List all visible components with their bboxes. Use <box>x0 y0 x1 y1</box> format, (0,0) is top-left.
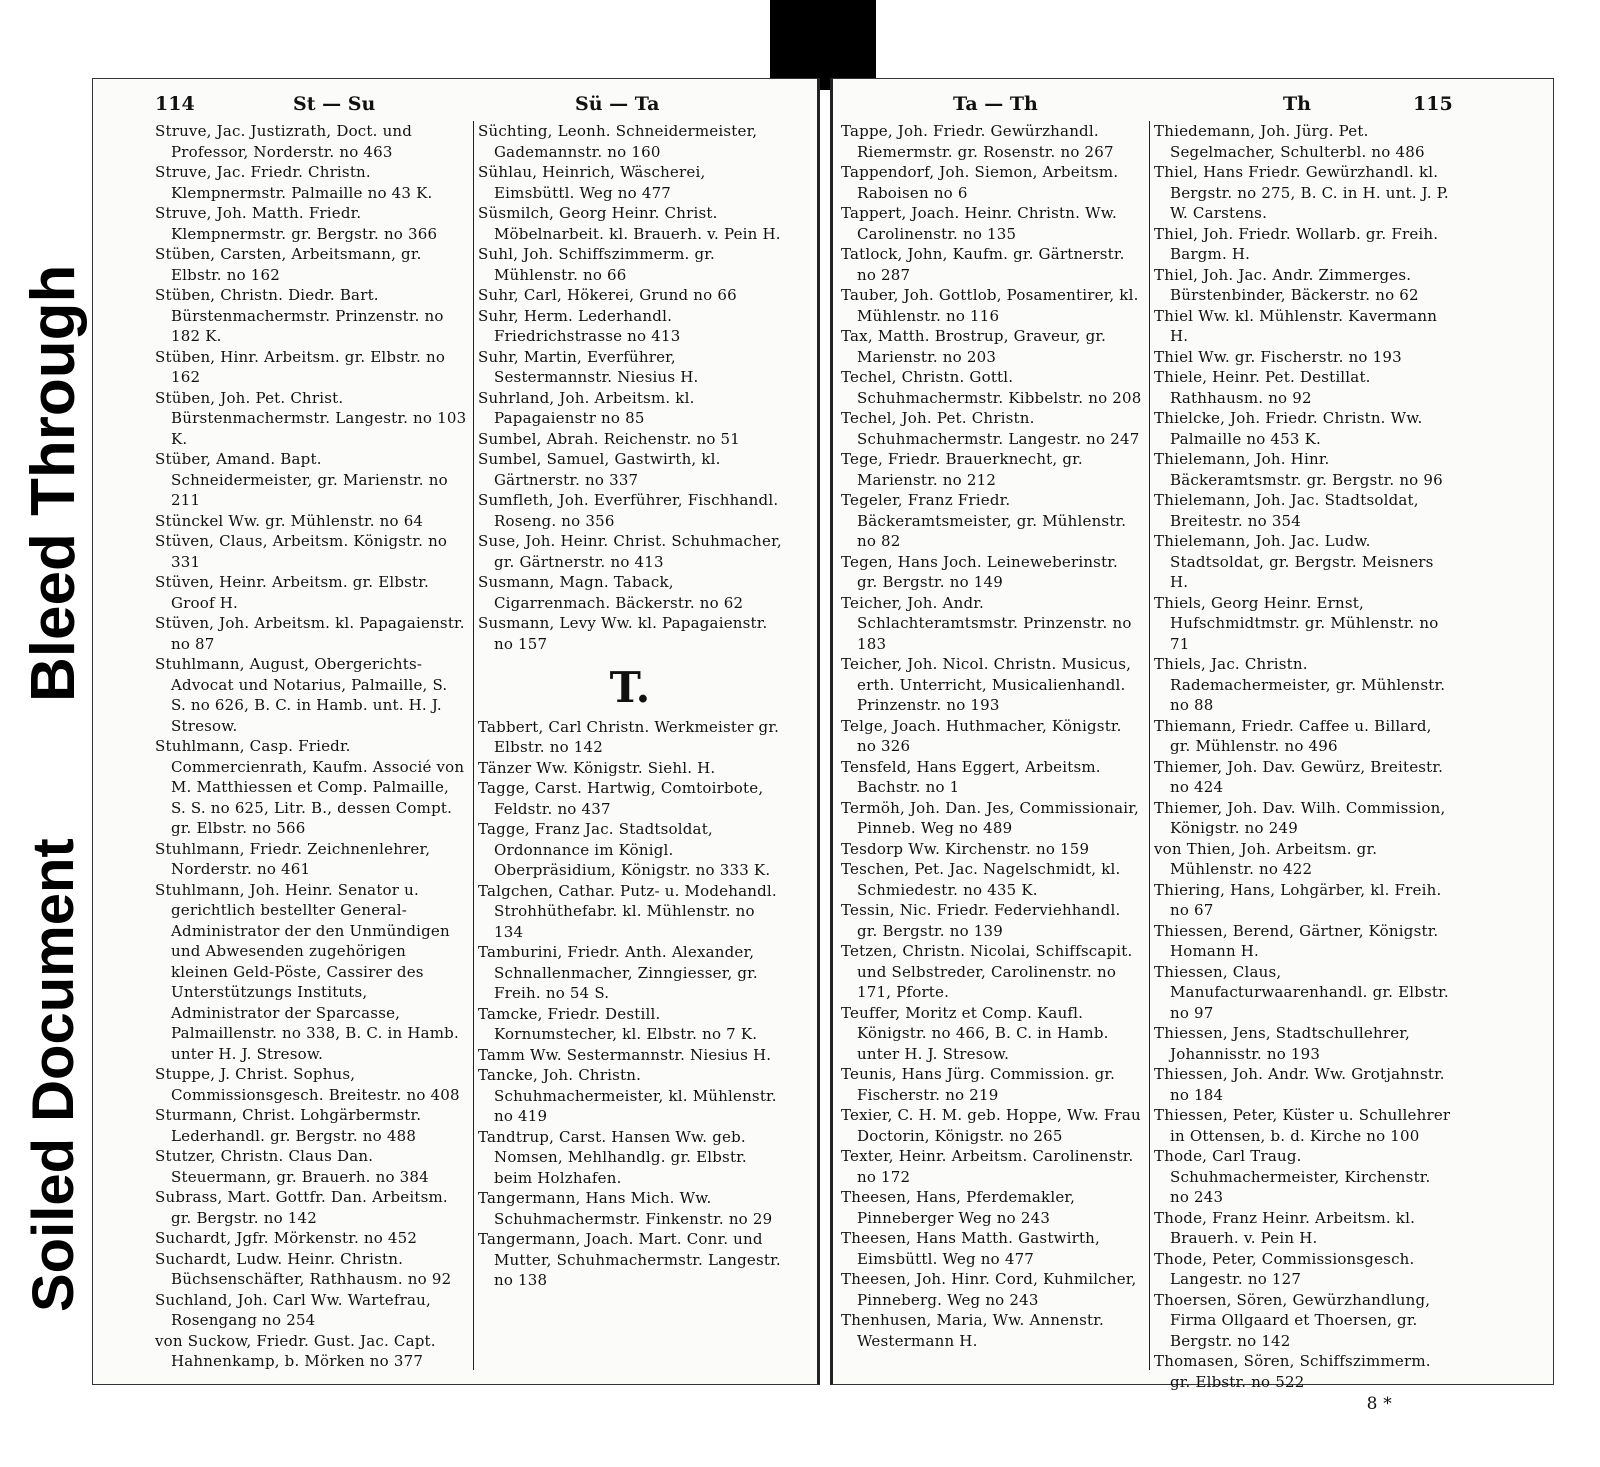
directory-entry: Tege, Friedr. Brauerknecht, gr. Marienstr. no 212 <box>841 450 1083 489</box>
directory-entry: Stüven, Joh. Arbeitsm. kl. Papagaienstr. no 87 <box>155 614 465 653</box>
directory-entry: Thiemer, Joh. Dav. Wilh. Commission, Königstr. no 249 <box>1154 798 1446 837</box>
left-page <box>92 78 820 1385</box>
directory-entry: Tamburini, Friedr. Anth. Alexander, Schnallenmacher, Zinngiesser, gr. Freih. no 54 S. <box>478 943 758 1002</box>
directory-entry: Sumfleth, Joh. Everführer, Fischhandl. Roseng. no 356 <box>478 491 779 530</box>
directory-entry: Theesen, Hans, Pferdemakler, Pinneberger Weg no 243 <box>841 1188 1076 1227</box>
bleed-through-stamp: Bleed Through <box>19 264 88 702</box>
directory-entry: Thiessen, Berend, Gärtner, Königstr. Homann H. <box>1154 921 1439 960</box>
directory-entry: Thiele, Heinr. Pet. Destillat. Rathhausm. no 92 <box>1154 368 1371 407</box>
directory-entry: Texier, C. H. M. geb. Hoppe, Ww. Frau Doctorin, Königstr. no 265 <box>841 1106 1141 1145</box>
directory-entry: Suchardt, Ludw. Heinr. Christn. Büchsenschäfter, Rathhausm. no 92 <box>155 1249 452 1288</box>
directory-entry: Susmann, Levy Ww. kl. Papagaienstr. no 157 <box>478 614 768 653</box>
directory-entry: Tetzen, Christn. Nicolai, Schiffscapit. und Selbstreder, Carolinenstr. no 171, Pforte. <box>841 942 1133 1001</box>
directory-entry: Stuhlmann, Joh. Heinr. Senator u. gerichtlich bestellter General-Administrator der den Unmündigen und Abwesenden zugehörigen kleinen Geld-Pöste, Cassirer des Unterstützungs Instituts, Administrator der Sparcasse, Palmaillenstr. no 338, B. C. in Hamb. unter H. J. Stresow. <box>155 880 459 1063</box>
directory-entry: Thenhusen, Maria, Ww. Annenstr. Westermann H. <box>841 1311 1104 1350</box>
directory-entry: Thiel, Joh. Jac. Andr. Zimmerges. Bürstenbinder, Bäckerstr. no 62 <box>1154 265 1419 304</box>
directory-entry: Tauber, Joh. Gottlob, Posamentirer, kl. Mühlenstr. no 116 <box>841 286 1139 325</box>
directory-entry: Sumbel, Abrah. Reichenstr. no 51 <box>478 429 741 448</box>
right-column-1 <box>841 121 1143 1370</box>
directory-entry: Theesen, Joh. Hinr. Cord, Kuhmilcher, Pinneberg. Weg no 243 <box>841 1270 1137 1309</box>
directory-entry: Stüber, Amand. Bapt. Schneidermeister, gr. Marienstr. no 211 <box>155 450 448 509</box>
directory-entry: Tagge, Carst. Hartwig, Comtoirbote, Feldstr. no 437 <box>478 779 764 818</box>
directory-entry: Stüben, Joh. Pet. Christ. Bürstenmachermstr. Langestr. no 103 K. <box>155 388 467 448</box>
directory-entry: Stüven, Heinr. Arbeitsm. gr. Elbstr. Groof H. <box>155 573 429 612</box>
left-column-1 <box>155 121 467 1370</box>
directory-entry: Stüben, Hinr. Arbeitsm. gr. Elbstr. no 162 <box>155 347 446 386</box>
directory-entry: Stutzer, Christn. Claus Dan. Steuermann, gr. Brauerh. no 384 <box>155 1147 429 1186</box>
signature-mark: 8 * <box>1366 1394 1392 1414</box>
directory-entry: Suse, Joh. Heinr. Christ. Schuhmacher, gr. Gärtnerstr. no 413 <box>478 532 782 571</box>
directory-entry: Struve, Jac. Justizrath, Doct. und Professor, Norderstr. no 463 <box>155 122 413 161</box>
directory-entry: Tandtrup, Carst. Hansen Ww. geb. Nomsen, Mehlhandlg. gr. Elbstr. beim Holzhafen. <box>478 1127 747 1187</box>
section-letter: T. <box>609 663 651 712</box>
right-page <box>830 78 1554 1414</box>
directory-entry: Stuppe, J. Christ. Sophus, Commissionsgesch. Breitestr. no 408 <box>155 1065 460 1104</box>
directory-entry: Tatlock, John, Kaufm. gr. Gärtnerstr. no 287 <box>841 245 1125 284</box>
directory-entry: Suhr, Carl, Hökerei, Grund no 66 <box>478 286 737 304</box>
page-number: 115 <box>1413 93 1453 115</box>
directory-entry: Techel, Joh. Pet. Christn. Schuhmachermstr. Langestr. no 247 <box>841 409 1140 448</box>
left-column-2 <box>473 121 782 1370</box>
directory-entry: von Suckow, Friedr. Gust. Jac. Capt. Hahnenkamp, b. Mörken no 377 <box>155 1331 436 1370</box>
directory-entry: Tancke, Joh. Christn. Schuhmachermeister, kl. Mühlenstr. no 419 <box>478 1066 777 1125</box>
directory-entry: Süsmilch, Georg Heinr. Christ. Möbelnarbeit. kl. Brauerh. v. Pein H. <box>478 204 781 243</box>
directory-entry: Thiel Ww. kl. Mühlenstr. Kavermann H. <box>1154 306 1438 345</box>
left-page-header <box>93 89 817 121</box>
right-column-2 <box>1149 121 1452 1414</box>
directory-entry: Teschen, Pet. Jac. Nagelschmidt, kl. Schmiedestr. no 435 K. <box>841 860 1121 899</box>
directory-entry: Stüven, Claus, Arbeitsm. Königstr. no 331 <box>155 532 448 571</box>
directory-entry: Telge, Joach. Huthmacher, Königstr. no 326 <box>841 716 1122 755</box>
directory-entry: Suhl, Joh. Schiffszimmerm. gr. Mühlenstr. no 66 <box>478 245 715 284</box>
directory-entry: Tax, Matth. Brostrup, Graveur, gr. Marienstr. no 203 <box>841 327 1107 366</box>
directory-entry: Thielemann, Joh. Jac. Ludw. Stadtsoldat, gr. Bergstr. Meisners H. <box>1154 532 1434 591</box>
directory-entry: Thiel, Joh. Friedr. Wollarb. gr. Freih. Bargm. H. <box>1154 224 1439 263</box>
directory-entry: Suhr, Herm. Lederhandl. Friedrichstrasse no 413 <box>478 306 681 345</box>
directory-entry: Thiedemann, Joh. Jürg. Pet. Segelmacher, Schulterbl. no 486 <box>1154 122 1425 161</box>
directory-entry: Struve, Joh. Matth. Friedr. Klempnermstr. gr. Bergstr. no 366 <box>155 204 438 243</box>
directory-entry: Tangermann, Joach. Mart. Conr. und Mutter, Schuhmachermstr. Langestr. no 138 <box>478 1230 781 1289</box>
directory-entry: Teicher, Joh. Nicol. Christn. Musicus, erth. Unterricht, Musicalienhandl. Prinzenstr. no 193 <box>841 655 1132 714</box>
directory-entry: Tappert, Joach. Heinr. Christn. Ww. Carolinenstr. no 135 <box>841 204 1117 243</box>
directory-entry: Tamm Ww. Sestermannstr. Niesius H. <box>478 1045 772 1064</box>
directory-entry: Thiemer, Joh. Dav. Gewürz, Breitestr. no 424 <box>1154 757 1444 796</box>
directory-entry: Stüben, Christn. Diedr. Bart. Bürstenmachermstr. Prinzenstr. no 182 K. <box>155 286 444 345</box>
directory-entry: Teunis, Hans Jürg. Commission. gr. Fischerstr. no 219 <box>841 1065 1116 1104</box>
running-head: Th <box>1283 93 1311 115</box>
directory-entry: Termöh, Joh. Dan. Jes, Commissionair, Pinneb. Weg no 489 <box>841 798 1139 837</box>
directory-entry: Talgchen, Cathar. Putz- u. Modehandl. Strohhüthefabr. kl. Mühlenstr. no 134 <box>478 881 777 941</box>
directory-entry: Thomasen, Sören, Schiffszimmerm. gr. Elbstr. no 522 <box>1154 1352 1431 1391</box>
directory-entry: Susmann, Magn. Taback, Cigarrenmach. Bäckerstr. no 62 <box>478 573 744 612</box>
directory-entry: Techel, Christn. Gottl. Schuhmachermstr. Kibbelstr. no 208 <box>841 368 1142 407</box>
directory-entry: Thiel Ww. gr. Fischerstr. no 193 <box>1154 347 1402 366</box>
running-head: Ta — Th <box>953 93 1038 115</box>
directory-entry: Tesdorp Ww. Kirchenstr. no 159 <box>841 839 1090 858</box>
directory-entry: Thiessen, Jens, Stadtschullehrer, Johannisstr. no 193 <box>1154 1024 1410 1063</box>
directory-entry: Theesen, Hans Matth. Gastwirth, Eimsbüttl. Weg no 477 <box>841 1229 1101 1268</box>
directory-entry: Tessin, Nic. Friedr. Federviehhandl. gr. Bergstr. no 139 <box>841 901 1121 940</box>
directory-entry: Tamcke, Friedr. Destill. Kornumstecher, kl. Elbstr. no 7 K. <box>478 1004 758 1043</box>
directory-entry: Sturmann, Christ. Lohgärbermstr. Lederhandl. gr. Bergstr. no 488 <box>155 1106 422 1145</box>
directory-entry: von Thien, Joh. Arbeitsm. gr. Mühlenstr. no 422 <box>1154 839 1378 878</box>
directory-entry: Sumbel, Samuel, Gastwirth, kl. Gärtnerstr. no 337 <box>478 450 721 489</box>
directory-entry: Suchardt, Jgfr. Mörkenstr. no 452 <box>155 1229 418 1247</box>
directory-entry: Teuffer, Moritz et Comp. Kaufl. Königstr. no 466, B. C. in Hamb. unter H. J. Stresow. <box>841 1003 1109 1063</box>
directory-entry: Tappe, Joh. Friedr. Gewürzhandl. Riemermstr. gr. Rosenstr. no 267 <box>841 122 1114 161</box>
directory-entry: Suchland, Joh. Carl Ww. Wartefrau, Rosengang no 254 <box>155 1290 431 1329</box>
directory-entry: Thielemann, Joh. Jac. Stadtsoldat, Breitestr. no 354 <box>1154 491 1419 530</box>
directory-entry: Teicher, Joh. Andr. Schlachteramtsmstr. Prinzenstr. no 183 <box>841 593 1132 653</box>
directory-entry: Tagge, Franz Jac. Stadtsoldat, Ordonnance im Königl. Oberpräsidium, Königstr. no 333 K. <box>478 820 771 879</box>
directory-entry: Stuhlmann, August, Obergerichts-Advocat und Notarius, Palmaille, S. S. no 626, B. C. in Hamb. unt. H. J. Stresow. <box>155 655 448 735</box>
directory-entry: Thiessen, Peter, Küster u. Schullehrer in Ottensen, b. d. Kirche no 100 <box>1154 1106 1451 1145</box>
directory-entry: Subrass, Mart. Gottfr. Dan. Arbeitsm. gr. Bergstr. no 142 <box>155 1188 448 1227</box>
directory-entry: Thiering, Hans, Lohgärber, kl. Freih. no 67 <box>1154 880 1442 919</box>
directory-entry: Tegeler, Franz Friedr. Bäckeramtsmeister, gr. Mühlenstr. no 82 <box>841 491 1127 550</box>
right-page-header <box>833 89 1553 121</box>
directory-entry: Struve, Jac. Friedr. Christn. Klempnermstr. Palmaille no 43 K. <box>155 163 433 202</box>
page-number: 114 <box>155 93 195 115</box>
directory-entry: Suhr, Martin, Everführer, Sestermannstr. Niesius H. <box>478 347 699 386</box>
running-head: Sü — Ta <box>575 93 660 115</box>
directory-entry: Stüben, Carsten, Arbeitsmann, gr. Elbstr. no 162 <box>155 245 422 284</box>
directory-entry: Tangermann, Hans Mich. Ww. Schuhmachermstr. Finkenstr. no 29 <box>478 1189 773 1228</box>
directory-entry: Süchting, Leonh. Schneidermeister, Gademannstr. no 160 <box>478 122 758 161</box>
directory-entry: Thode, Peter, Commissionsgesch. Langestr. no 127 <box>1154 1249 1415 1288</box>
directory-entry: Thielcke, Joh. Friedr. Christn. Ww. Palmaille no 453 K. <box>1154 409 1423 448</box>
directory-entry: Suhrland, Joh. Arbeitsm. kl. Papagaienstr no 85 <box>478 388 695 427</box>
directory-entry: Thiels, Georg Heinr. Ernst, Hufschmidtmstr. gr. Mühlenstr. no 71 <box>1154 593 1439 653</box>
directory-entry: Tegen, Hans Joch. Leineweberinstr. gr. Bergstr. no 149 <box>841 552 1118 591</box>
directory-entry: Thiemann, Friedr. Caffee u. Billard, gr. Mühlenstr. no 496 <box>1154 716 1432 755</box>
directory-entry: Stünckel Ww. gr. Mühlenstr. no 64 <box>155 511 424 530</box>
directory-entry: Thoersen, Sören, Gewürzhandlung, Firma Ollgaard et Thoersen, gr. Bergstr. no 142 <box>1154 1290 1431 1350</box>
directory-entry: Thielemann, Joh. Hinr. Bäckeramtsmstr. gr. Bergstr. no 96 <box>1154 450 1443 489</box>
directory-entry: Thiel, Hans Friedr. Gewürzhandl. kl. Bergstr. no 275, B. C. in H. unt. J. P. W. Carstens. <box>1154 163 1449 222</box>
directory-entry: Thode, Carl Traug. Schuhmachermeister, Kirchenstr. no 243 <box>1154 1147 1431 1206</box>
directory-entry: Thode, Franz Heinr. Arbeitsm. kl. Brauerh. v. Pein H. <box>1154 1208 1416 1247</box>
gutter-shadow <box>770 0 876 90</box>
directory-entry: Sühlau, Heinrich, Wäscherei, Eimsbüttl. Weg no 477 <box>478 163 706 202</box>
soiled-document-stamp: Soiled Document <box>21 838 86 1312</box>
directory-entry: Tabbert, Carl Christn. Werkmeister gr. Elbstr. no 142 <box>478 717 780 756</box>
directory-entry: Tappendorf, Joh. Siemon, Arbeitsm. Raboisen no 6 <box>841 163 1119 202</box>
directory-entry: Stuhlmann, Casp. Friedr. Commercienrath, Kaufm. Associé von M. Matthiessen et Comp. Palmaille, S. S. no 625, Litr. B., dessen Compt. gr. Elbstr. no 566 <box>155 737 465 837</box>
directory-entry: Texter, Heinr. Arbeitsm. Carolinenstr. no 172 <box>841 1147 1134 1186</box>
directory-entry: Thiels, Jac. Christn. Rademachermeister, gr. Mühlenstr. no 88 <box>1154 655 1446 714</box>
directory-entry: Tänzer Ww. Königstr. Siehl. H. <box>478 758 716 777</box>
directory-entry: Thiessen, Joh. Andr. Ww. Grotjahnstr. no 184 <box>1154 1065 1445 1104</box>
running-head: St — Su <box>293 93 376 115</box>
directory-entry: Stuhlmann, Friedr. Zeichnenlehrer, Norderstr. no 461 <box>155 839 431 878</box>
directory-entry: Tensfeld, Hans Eggert, Arbeitsm. Bachstr. no 1 <box>841 757 1101 796</box>
directory-entry: Thiessen, Claus, Manufacturwaarenhandl. gr. Elbstr. no 97 <box>1154 962 1449 1022</box>
